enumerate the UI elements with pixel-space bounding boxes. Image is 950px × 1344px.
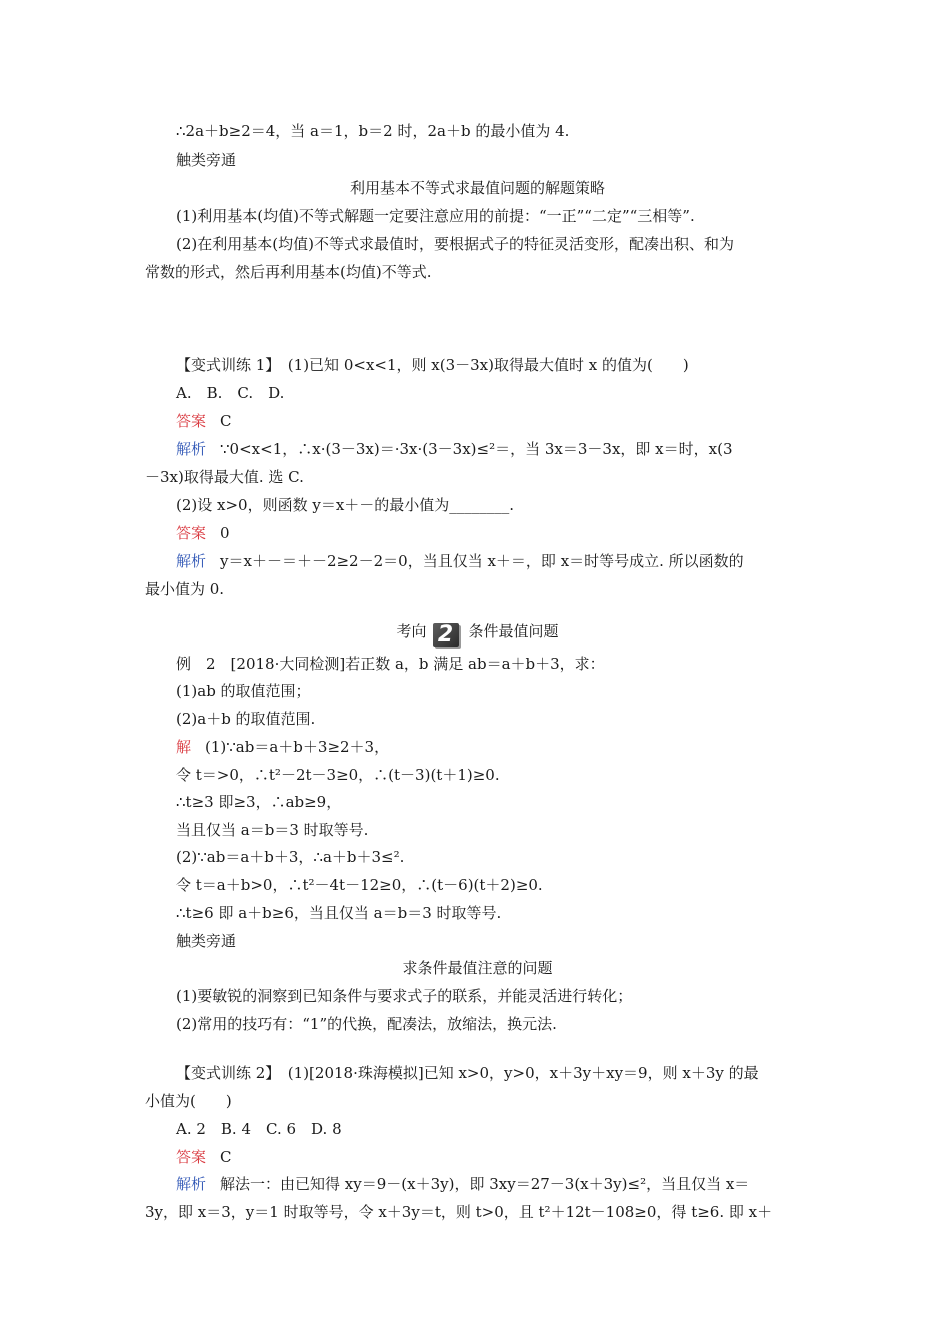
analysis-text: y＝x＋－＝＋－2≥2－2＝0，当且仅当 x＋＝，即 x＝时等号成立. 所以函数的 [220,552,744,570]
text-line: (1)利用基本(均值)不等式解题一定要注意应用的前提：“一正”“二定”“三相等”. [176,207,695,225]
analysis-text: ∵0<x<1，∴x·(3－3x)＝·3x·(3－3x)≤²＝，当 3x＝3－3x，即 x＝时，x(3 [220,440,733,458]
solution-tag: 解 [176,738,192,756]
analysis-line [176,439,841,459]
text-line: 常数的形式，然后再利用基本(均值)不等式. [145,263,432,281]
text-line: (2)∵ab＝a＋b＋3，∴a＋b＋3≤². [176,848,405,866]
section-heading: 求条件最值注意的问题 [402,959,553,977]
question-line: (2)设 x>0，则函数 y＝x＋－的最小值为________. [176,496,515,514]
analysis-tag: 解析 [176,1175,207,1193]
text-line: ∴t≥3 即≥3，∴ab≥9， [176,793,342,811]
choices: A. 2 B. 4 C. 6 D. 8 [176,1120,342,1138]
answer-value: C [220,1148,232,1166]
text-line: (1)ab 的取值范围； [176,682,311,700]
text-line: 最小值为 0. [145,580,225,598]
section-label: 触类旁通 [176,151,237,169]
answer-tag: 答案 [176,524,207,542]
number-badge-icon: 2 [433,623,459,647]
text-line: ∴2a＋b≥2＝4，当 a＝1，b＝2 时，2a＋b 的最小值为 4. [176,122,570,140]
analysis-line [176,551,841,571]
text-line: 当且仅当 a＝b＝3 时取等号. [176,821,369,839]
analysis-line [176,1174,841,1194]
text-line: (2)a＋b 的取值范围. [176,710,316,728]
analysis-tag: 解析 [176,440,207,458]
analysis-tag: 解析 [176,552,207,570]
section-heading: 利用基本不等式求最值问题的解题策略 [349,179,605,197]
topic-title: 条件最值问题 [468,622,559,640]
solution-text: (1)∵ab＝a＋b＋3≥2＋3， [205,738,390,756]
text-line: －3x)取得最大值. 选 C. [145,468,304,486]
example-heading: 例 2 [2018·大同检测]若正数 a，b 满足 ab＝a＋b＋3，求： [176,655,605,673]
choices: A. B. C. D. [176,384,285,402]
topic-heading [145,621,810,647]
section-label: 触类旁通 [176,932,237,950]
answer-line [176,1147,841,1167]
text-line: 令 t＝a＋b>0，∴t²－4t－12≥0，∴(t－6)(t＋2)≥0. [176,876,543,894]
topic-prefix: 考向 [396,622,427,640]
answer-line [176,523,841,543]
text-line: 令 t＝>0，∴t²－2t－3≥0，∴(t－3)(t＋1)≥0. [176,766,500,784]
solution-line [176,737,841,757]
exercise-heading: 【变式训练 1】 (1)已知 0<x<1，则 x(3－3x)取得最大值时 x 的值为( ) [176,356,689,374]
answer-tag: 答案 [176,1148,207,1166]
text-line: ∴t≥6 即 a＋b≥6，当且仅当 a＝b＝3 时取等号. [176,904,502,922]
text-line: 小值为( ) [145,1092,232,1110]
exercise-heading: 【变式训练 2】 (1)[2018·珠海模拟]已知 x>0，y>0，x＋3y＋xy＝9，则 x＋3y 的最 [176,1064,759,1082]
answer-line [176,411,841,431]
text-line: (2)常用的技巧有：“1”的代换，配凑法，放缩法，换元法. [176,1015,557,1033]
answer-tag: 答案 [176,412,207,430]
text-line: (1)要敏锐的洞察到已知条件与要求式子的联系，并能灵活进行转化； [176,987,633,1005]
text-line: (2)在利用基本(均值)不等式求最值时，要根据式子的特征灵活变形，配凑出积、和为 [176,235,734,253]
text-line: 3y，即 x＝3，y＝1 时取等号，令 x＋3y＝t，则 t>0，且 t²＋12t－108≥0，得 t≥6. 即 x＋ [145,1203,773,1221]
answer-value: C [220,412,232,430]
answer-value: 0 [220,524,230,542]
analysis-text: 解法一：由已知得 xy＝9－(x＋3y)，即 3xy＝27－3(x＋3y)≤²，当且仅当 x＝ [220,1175,750,1193]
